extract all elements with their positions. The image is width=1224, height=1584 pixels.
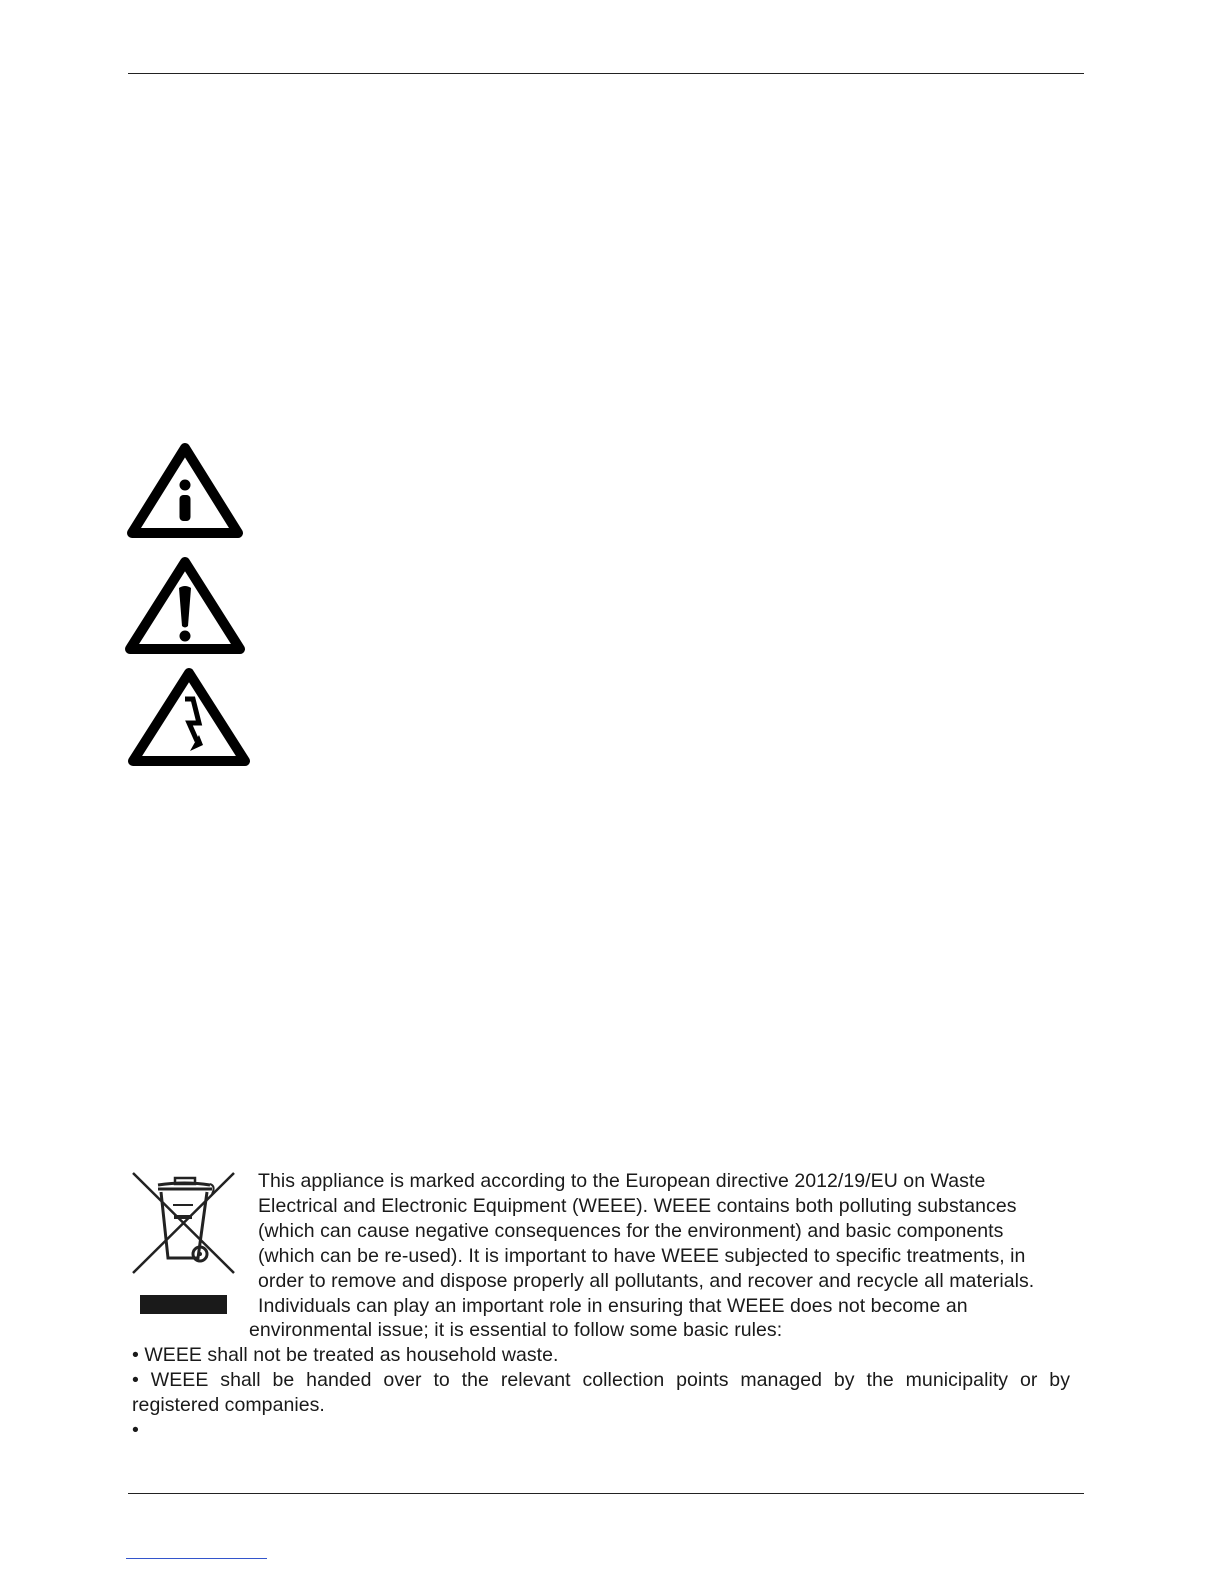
footer-rule [128,1493,1084,1494]
weee-bullet-3: • [132,1419,139,1442]
footer-link-underline[interactable] [126,1558,267,1559]
weee-notice [132,1169,1070,1443]
weee-line-3: (which can cause negative consequences for the environment) and basic components [258,1219,1004,1242]
weee-line-1: This appliance is marked according to the European directive 2012/19/EU on Waste [258,1170,986,1192]
weee-line-7: environmental issue; it is essential to follow some basic rules: [249,1319,783,1342]
warning-triangle-icon [124,554,246,656]
header-rule [128,73,1084,74]
weee-bullet-2-cont: registered companies. [132,1394,325,1417]
weee-line-2: Electrical and Electronic Equipment (WEEE). WEEE contains both polluting substances [258,1194,1017,1217]
weee-line-6: Individuals can play an important role in ensuring that WEEE does not become an [258,1294,968,1317]
info-triangle-icon [126,440,244,540]
weee-line-5: order to remove and dispose properly all pollutants, and recover and recycle all materials. [258,1269,1035,1292]
weee-line-4: (which can be re-used). It is important to have WEEE subjected to specific treatments, in [258,1244,1026,1267]
weee-bullet-1: • WEEE shall not be treated as household waste. [132,1344,559,1367]
weee-bullet-2: • WEEE shall be handed over to the relevant collection points managed by the municipality or by [132,1369,1070,1392]
electric-shock-triangle-icon [127,665,251,769]
